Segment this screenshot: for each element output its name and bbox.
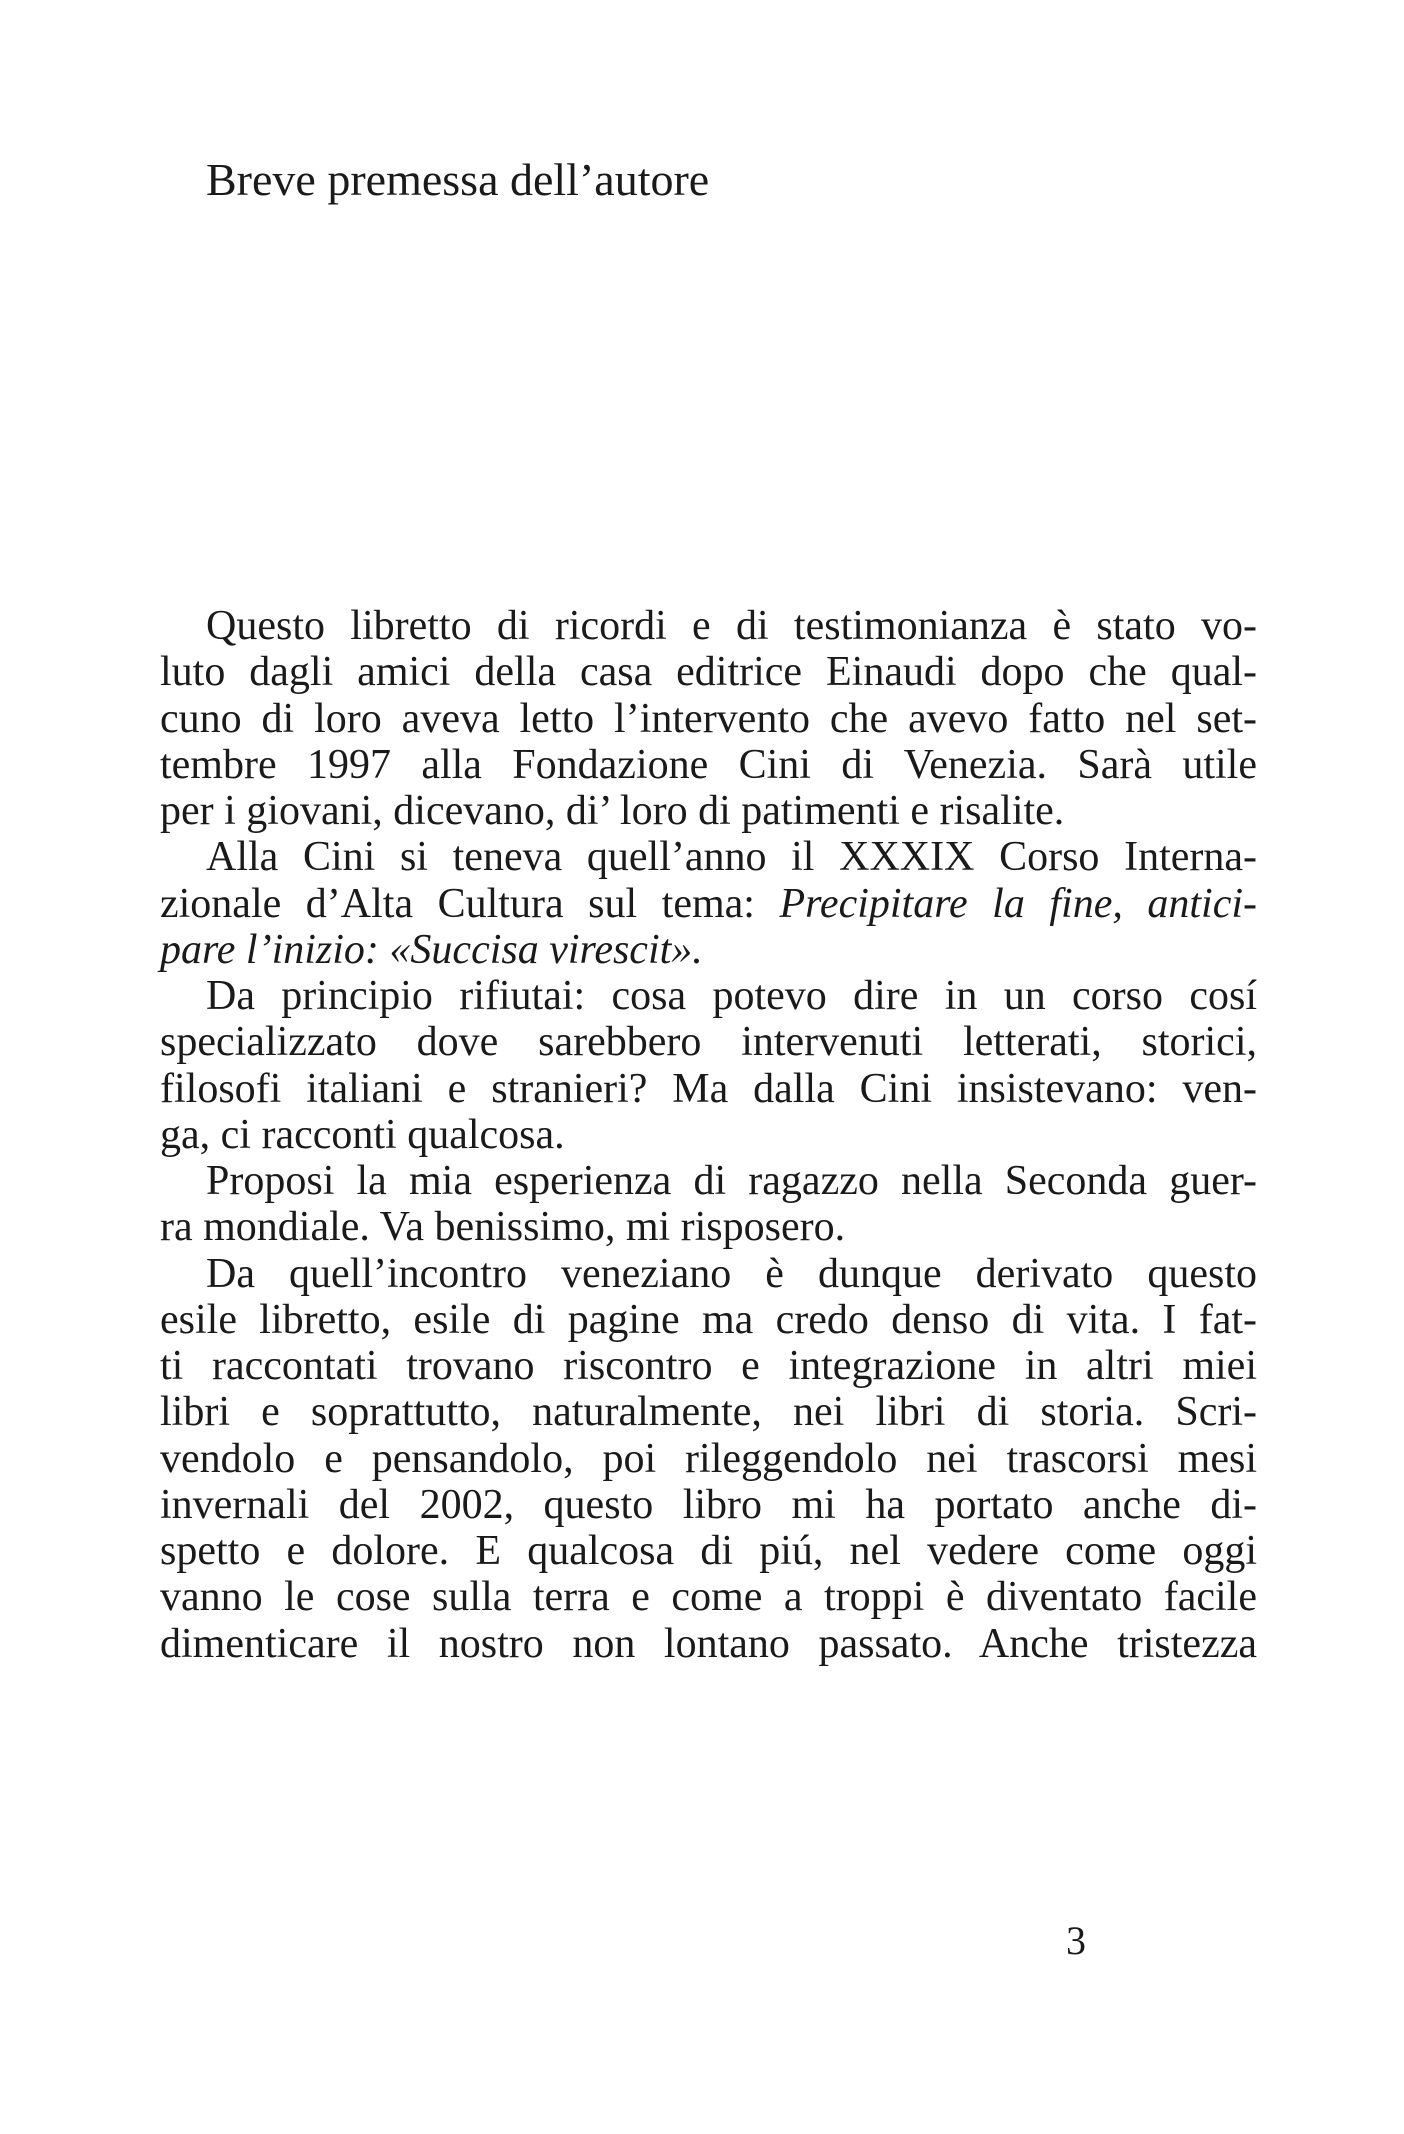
text-line xyxy=(160,927,1257,973)
text-line: cuno di loro aveva letto l’intervento che avevo fatto nel set- xyxy=(160,695,1257,742)
text-line: vanno le cose sulla terra e come a troppi è diventato facile xyxy=(160,1574,1257,1621)
italic-title: Precipitare la fine, antici- xyxy=(779,880,1258,927)
page-number: 3 xyxy=(1066,1918,1086,1963)
text-line: ra mondiale. Va benissimo, mi risposero. xyxy=(160,1204,846,1251)
text-line: Proposi la mia esperienza di ragazzo nella Seconda guer- xyxy=(206,1158,1257,1204)
text-line: ti raccontati trovano riscontro e integrazione in altri miei xyxy=(160,1343,1257,1389)
text-segment: zionale d’Alta Cultura sul tema: xyxy=(160,880,780,927)
text-line: Alla Cini si teneva quell’anno il XXXIX Corso Interna- xyxy=(206,834,1257,881)
text-line: vendolo e pensandolo, poi rileggendolo nei trascorsi mesi xyxy=(160,1435,1257,1482)
text-line: libri e soprattutto, naturalmente, nei libri di storia. Scri- xyxy=(160,1389,1257,1436)
text-line: filosofi italiani e stranieri? Ma dalla Cini insistevano: ven- xyxy=(160,1065,1257,1112)
text-line: specializzato dove sarebbero intervenuti letterati, storici, xyxy=(160,1019,1257,1066)
text-line: Da principio rifiutai: cosa potevo dire in un corso cosí xyxy=(206,973,1257,1019)
text-line: Da quell’incontro veneziano è dunque derivato questo xyxy=(206,1250,1257,1297)
text-line: luto dagli amici della casa editrice Einaudi dopo che qual- xyxy=(160,649,1257,696)
text-line xyxy=(160,881,1257,927)
text-line: spetto e dolore. E qualcosa di piú, nel vedere come oggi xyxy=(160,1528,1257,1574)
text-line: per i giovani, dicevano, di’ loro di patimenti e risalite. xyxy=(160,788,1065,834)
text-line: dimenticare il nostro non lontano passato. Anche tristezza xyxy=(160,1620,1257,1667)
text-line: Questo libretto di ricordi e di testimonianza è stato vo- xyxy=(206,603,1257,649)
text-line: esile libretto, esile di pagine ma credo denso di vita. I fat- xyxy=(160,1296,1257,1343)
text-line: ga, ci racconti qualcosa. xyxy=(160,1111,565,1158)
chapter-title: Breve premessa dell’autore xyxy=(206,154,710,205)
italic-title-end: pare l’inizio: «Succisa virescit». xyxy=(160,926,703,973)
text-line: tembre 1997 alla Fondazione Cini di Venezia. Sarà utile xyxy=(160,741,1257,788)
body-text xyxy=(160,603,1257,1667)
text-line: invernali del 2002, questo libro mi ha portato anche di- xyxy=(160,1481,1257,1528)
